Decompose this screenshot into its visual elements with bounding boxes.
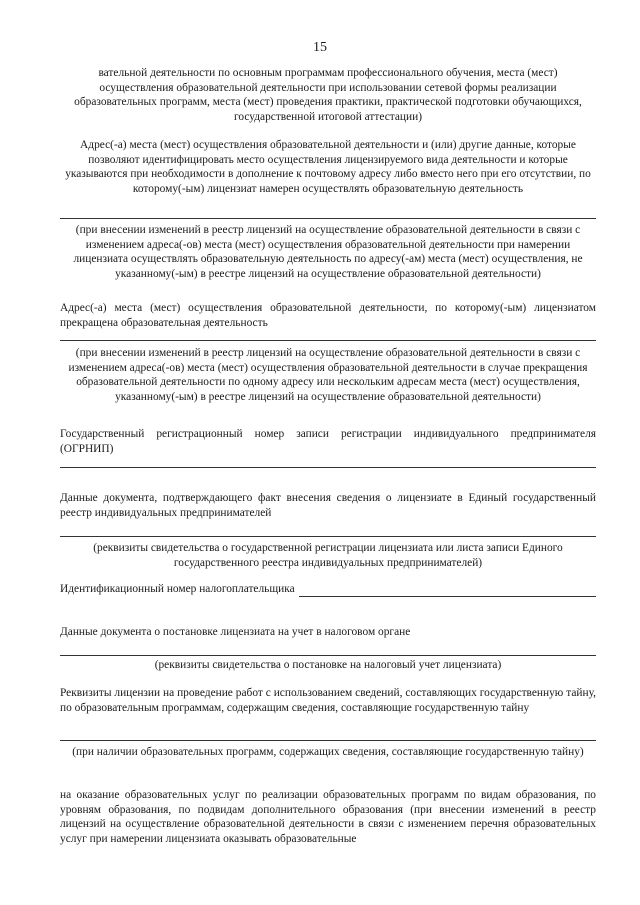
inn-row (60, 582, 596, 597)
note-closed-address: (при внесении изменений в реестр лицензий на осуществление образовательной деятельности в связи с изменением адреса(-ов) места (мест) осуществления образовательной деятельности в случае прекращения образовательной деятельности по одному адресу или нескольким адресам места (мест) осуществления, указанному(-ым) в реестре лицензий на осуществление образовательной деятельности) (68, 347, 588, 403)
note-tax-document: (реквизиты свидетельства о постановке на налоговый учет лицензиата) (154, 659, 502, 671)
paragraph-tax-document: Данные документа о постановке лицензиата на учет в налоговом органе (60, 626, 411, 638)
paragraph-educational-services: на оказание образовательных услуг по реализации образовательных программ по видам образования, по уровням образования, по подвидам дополнительного образования (при внесении изменений в реестр лицензий на осуществление образовательной деятельности в связи с изменением перечня образовательных услуг при намерении лицензиата оказывать образовательные (60, 789, 596, 845)
fill-line (60, 536, 596, 537)
fill-line (60, 467, 596, 468)
paragraph-closed-address: Адрес(-а) места (мест) осуществления образовательной деятельности, по которому(-ым) лицензиатом прекращена образовательная деятельность (60, 302, 596, 329)
fill-line (60, 740, 596, 741)
paragraph-continuation: вательной деятельности по основным программам профессионального обучения, места (мест) осуществления образовательной деятельности при использовании сетевой формы реализации образовательных программ, места (мест) проведения практики, практической подготовки обучающихся, государственной итоговой аттестации) (74, 67, 582, 123)
fill-line (60, 218, 596, 219)
paragraph-egrip-document: Данные документа, подтверждающего факт внесения сведения о лицензиате в Единый государственный реестр индивидуальных предпринимателей (60, 492, 596, 519)
paragraph-state-secret-license: Реквизиты лицензии на проведение работ с использованием сведений, составляющих государственную тайну, по образовательным программам, содержащим сведения, составляющие государственную тайну (60, 687, 596, 714)
inn-label: Идентификационный номер налогоплательщика (60, 583, 295, 595)
page-number: 15 (313, 40, 327, 55)
fill-line (60, 655, 596, 656)
note-new-address: (при внесении изменений в реестр лицензий на осуществление образовательной деятельности в связи с изменением адреса(-ов) места (мест) осуществления образовательной деятельности при намерении лицензиата осуществлять образовательную деятельность по адресу(-ам) места (мест) осуществления, не указанному(-ым) в реестре лицензий на осуществление образовательной деятельности) (73, 224, 583, 280)
inn-fill-line (299, 584, 596, 597)
paragraph-ogrnip: Государственный регистрационный номер записи регистрации индивидуального предпринимателя (ОГРНИП) (60, 428, 596, 455)
paragraph-new-address: Адрес(-а) места (мест) осуществления образовательной деятельности и (или) другие данные, которые позволяют идентифицировать место осуществления лицензируемого вида деятельности и которые указываются при необходимости в дополнение к почтовому адресу либо вместо него при его отсутствии, по которому(-ым) лицензиат намерен осуществлять образовательную деятельность (65, 139, 591, 195)
note-state-secret: (при наличии образовательных программ, содержащих сведения, составляющие государственную тайну) (72, 746, 584, 758)
fill-line (60, 340, 596, 341)
note-egrip-document: (реквизиты свидетельства о государственной регистрации лицензиата или листа записи Единого государственного реестра индивидуальных предпринимателей) (93, 542, 563, 569)
